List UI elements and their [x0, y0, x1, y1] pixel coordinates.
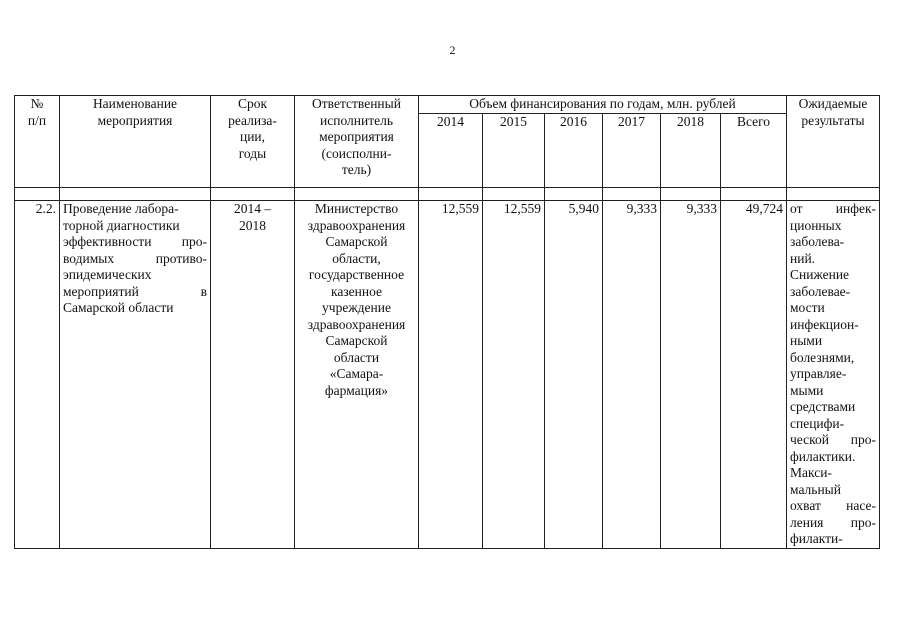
- header-row: [15, 96, 880, 114]
- header-year-2016: 2016: [545, 114, 603, 188]
- value-2016: 5,940: [545, 201, 603, 549]
- row-results: от инфек- ционных заболева- ний. Снижение заболевае- мости инфекцион- ными болезнями, управляе- мыми средствами специфи- ческой про- филактики. Макси- мальный охват насе- ления про- филакти-: [787, 201, 880, 549]
- row-num: 2.2.: [15, 201, 60, 549]
- header-name: Наименование мероприятия: [60, 96, 211, 188]
- header-year-2015: 2015: [483, 114, 545, 188]
- table-row: [15, 201, 880, 549]
- header-year-2014: 2014: [419, 114, 483, 188]
- header-num: № п/п: [15, 96, 60, 188]
- page-number: 2: [449, 43, 456, 57]
- value-2018: 9,333: [661, 201, 721, 549]
- header-executor: Ответственный исполнитель мероприятия (соисполни- тель): [295, 96, 419, 188]
- row-executor: Министерство здравоохранения Самарской области, государственное казенное учреждение здравоохранения Самарской области «Самара- фармация»: [295, 201, 419, 549]
- value-total: 49,724: [721, 201, 787, 549]
- row-term: 2014 – 2018: [211, 201, 295, 549]
- header-funding: Объем финансирования по годам, млн. рублей: [419, 96, 787, 114]
- header-year-2017: 2017: [603, 114, 661, 188]
- row-name: Проведение лабора- торной диагностики эффективности про- водимых противо- эпидемических мероприятий в Самарской области: [60, 201, 211, 549]
- spacer-row: [15, 188, 880, 201]
- header-total: Всего: [721, 114, 787, 188]
- value-2017: 9,333: [603, 201, 661, 549]
- value-2015: 12,559: [483, 201, 545, 549]
- measures-table: [14, 95, 880, 549]
- header-term: Срок реализа- ции, годы: [211, 96, 295, 188]
- value-2014: 12,559: [419, 201, 483, 549]
- header-results: Ожидаемые результаты: [787, 96, 880, 188]
- header-year-2018: 2018: [661, 114, 721, 188]
